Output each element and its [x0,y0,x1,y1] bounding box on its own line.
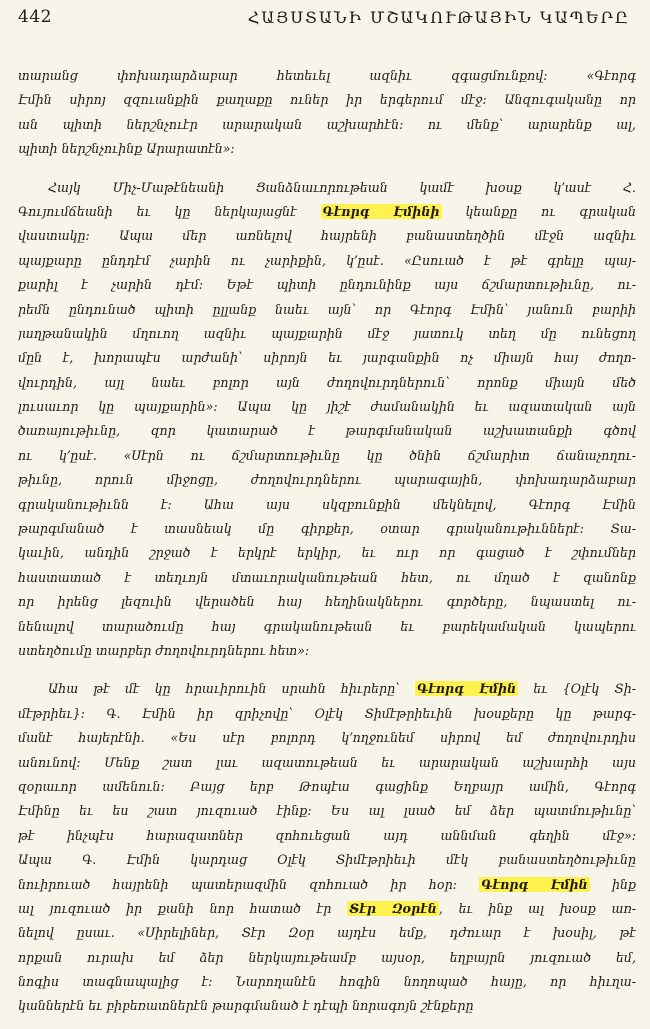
text-line: հաստատած է տեղւոյն մտաւորականութեան հետ, ու մղած է զանոնք [18,569,636,585]
text-line: Էմինը եւ ես շատ յուզուած էինք։ Ես ալ լսած եմ ձեր պատմութիւնը՝ [18,803,636,819]
text-line: լուսաւոր կը պայքարին»։ Ապա կը յիշէ ժամանակին եւ ազատական այն [18,399,636,415]
highlighted-name: Գէորգ Էմին [416,681,517,697]
highlighted-name: Գէորգ Էմինի [322,203,440,219]
highlighted-name: Տէր Զօրէն [349,900,437,916]
text-line: ծառայութիւնը, զոր կատարած է թարգմանական աշխատանքի գծով [18,423,636,439]
running-header [18,4,630,30]
text-line: պայքարը ընդդէմ չարին ու չարիքին, կ՚ըսէ. «Ըսուած է թէ գրելը պայ- [18,252,636,268]
text-line: տարանց փոխադարձաբար հետեւել ազնիւ զգացմունքով։ «Գէորգ [18,68,636,83]
text-line: որքան ուրախ եմ ձեր ներկայութեամբ այսօր, եղբայրն յուզուած եմ, [18,949,636,965]
text-line: զօրաւոր ամենուն։ Բայց երբ Թոպէա գացինք Եղբայր ամին, Գէորգ [18,778,636,794]
paragraph-3 [18,677,636,1018]
text-line: նելով ըսաւ. «Սիրելիներ, Տէր Զօր այդէս եմք, դժուար է խօսիլ, թէ [18,925,636,941]
text-line: ալ յուզուած իր քանի նոր հատած էր Տէր Զօրէն , եւ ինք ալ խօսք առ- [18,900,636,916]
text-line: ան պիտի ներշնչուէր արարական աշխարհէն։ ու մենք՝ արարենք ալ, [18,116,636,132]
text-line: յաղթանակին մղուող ազնիւ պայքարին մէջ յատուկ տեղ մը ունեցող [18,325,636,341]
text-line: նուիրուած հայրենի պատերազմին զոհուած իր հօր։ Գէորգ Էմին ինք [18,876,636,892]
text-line: թարգմանած է տասնեակ մը գիրքեր, օտար գրականութիւններէ։ Տա- [18,521,636,537]
text-line: կաւին, անդին շրջած է երկրէ երկիր, եւ ուր որ գացած է շփումներ [18,545,636,561]
text-line: գրականութիւնն է։ Ահա այս սկզբունքին մեկնելով, Գէորգ Էմին [18,496,636,512]
text-line: անունով։ Մենք շատ լաւ ազատութեան եւ արարական աշխարհի այս [18,754,636,770]
paragraph-1 [18,64,636,162]
text-line: վաստակը։ Ապա մեր առնելով հայրենի բանաստեղծին մէջն ազնիւ [18,228,636,244]
text-line: Հայկ Միչ-Մաթէնեանի Ցանձնաւորութեան կամէ խօսք կ՚ասէ Հ. [48,179,636,195]
text-line: Գույումճեանի եւ կը ներկայացնէ Գէորգ Էմինի կեանքը ու գրական [18,203,636,219]
text-line: թէ ինչպէս հարազատներ զոհուեցան այդ աննման գեղին մէջ»։ [18,827,636,843]
text-line: մէթրիեւ}։ Գ. Էմին իր զրիչովը՝ Օլէկ Տիմէթրիեւին խօսքերը կը թարգ- [18,705,636,721]
page-body [18,64,636,1019]
text-line: պիտի ներշնչուինք Արարատէն»։ [18,141,235,157]
text-line: կաններէն եւ բիբեռատներէն թարգմանած է դէպի նորագոյն շէնքերը [18,998,474,1014]
highlighted-name: Գէորգ Էմին [481,876,588,892]
paragraph-2 [18,176,636,664]
text-line: ու կ՚ըսէ. «Սէրն ու ճշմարտութիւնը կը ծնին ճշմարիտ ճանաչողու- [18,447,636,463]
text-line: քարիլ է չարին դէմ։ Եթէ պիտի ընդունինք այս ճշմարտութիւնը, ու- [18,277,636,293]
page-number: 442 [18,7,52,27]
text-line: Էմին սիրոյ զզուանքին քաղաքը ուներ իր երգերում մէջ։ Անզուգականը որ [18,92,636,108]
text-line: րեմն ընդունած պիտի ըլլանք նաեւ այն՝ որ Գէորգ Էմին՝ յանուն բարիի [18,301,636,317]
text-line: վուրդին, այլ նաեւ բոլոր այն ժողովուրդներուն՝ որոնք միայն մեծ [18,374,636,390]
text-line: մանէ հայերէնի. «Ես սէր բոլորդ կ՚ողջունեմ սիրով եմ ժողովուրդիս [18,730,636,746]
text-line: նոգիս տագնապալից է։ Նարողանէն հոգին նողոպած հայը, որ հիւղա- [18,974,636,990]
text-line: Ահա թէ մէ կը հրաւիրուին սրահն հիւրերը՝ Գէորգ Էմին եւ {Օլէկ Տի- [48,681,636,697]
text-line: որ իրենց լեզուին վերածեն հայ հեղինակներու գործերը, նպաստել ու- [18,594,636,610]
text-line: ստեղծումը տարբեր ժողովուրդներու հետ»։ [18,642,310,658]
text-line: մըն է, խորապէս արժանի՝ սիրոյն եւ յարգանքին ոչ միայն հայ ժողո- [18,350,636,366]
running-title: ՀԱՅՍՏԱՆԻ ՄՇԱԿՈՒԹԱՅԻՆ ԿԱՊԵՐԸ [247,7,630,27]
text-line: Ապա Գ. Էմին կարդաց Օլէկ Տիմէթրիեւի մէկ բանաստեղծութիւնը [18,852,636,868]
text-line: նենալով տարածումը հայ գրականութեան եւ բարեկամական կապերու [18,618,636,634]
text-line: թիւնը, որուն միջոցը, ժողովուրդներու պարագային, փոխադարձաբար [18,472,636,488]
